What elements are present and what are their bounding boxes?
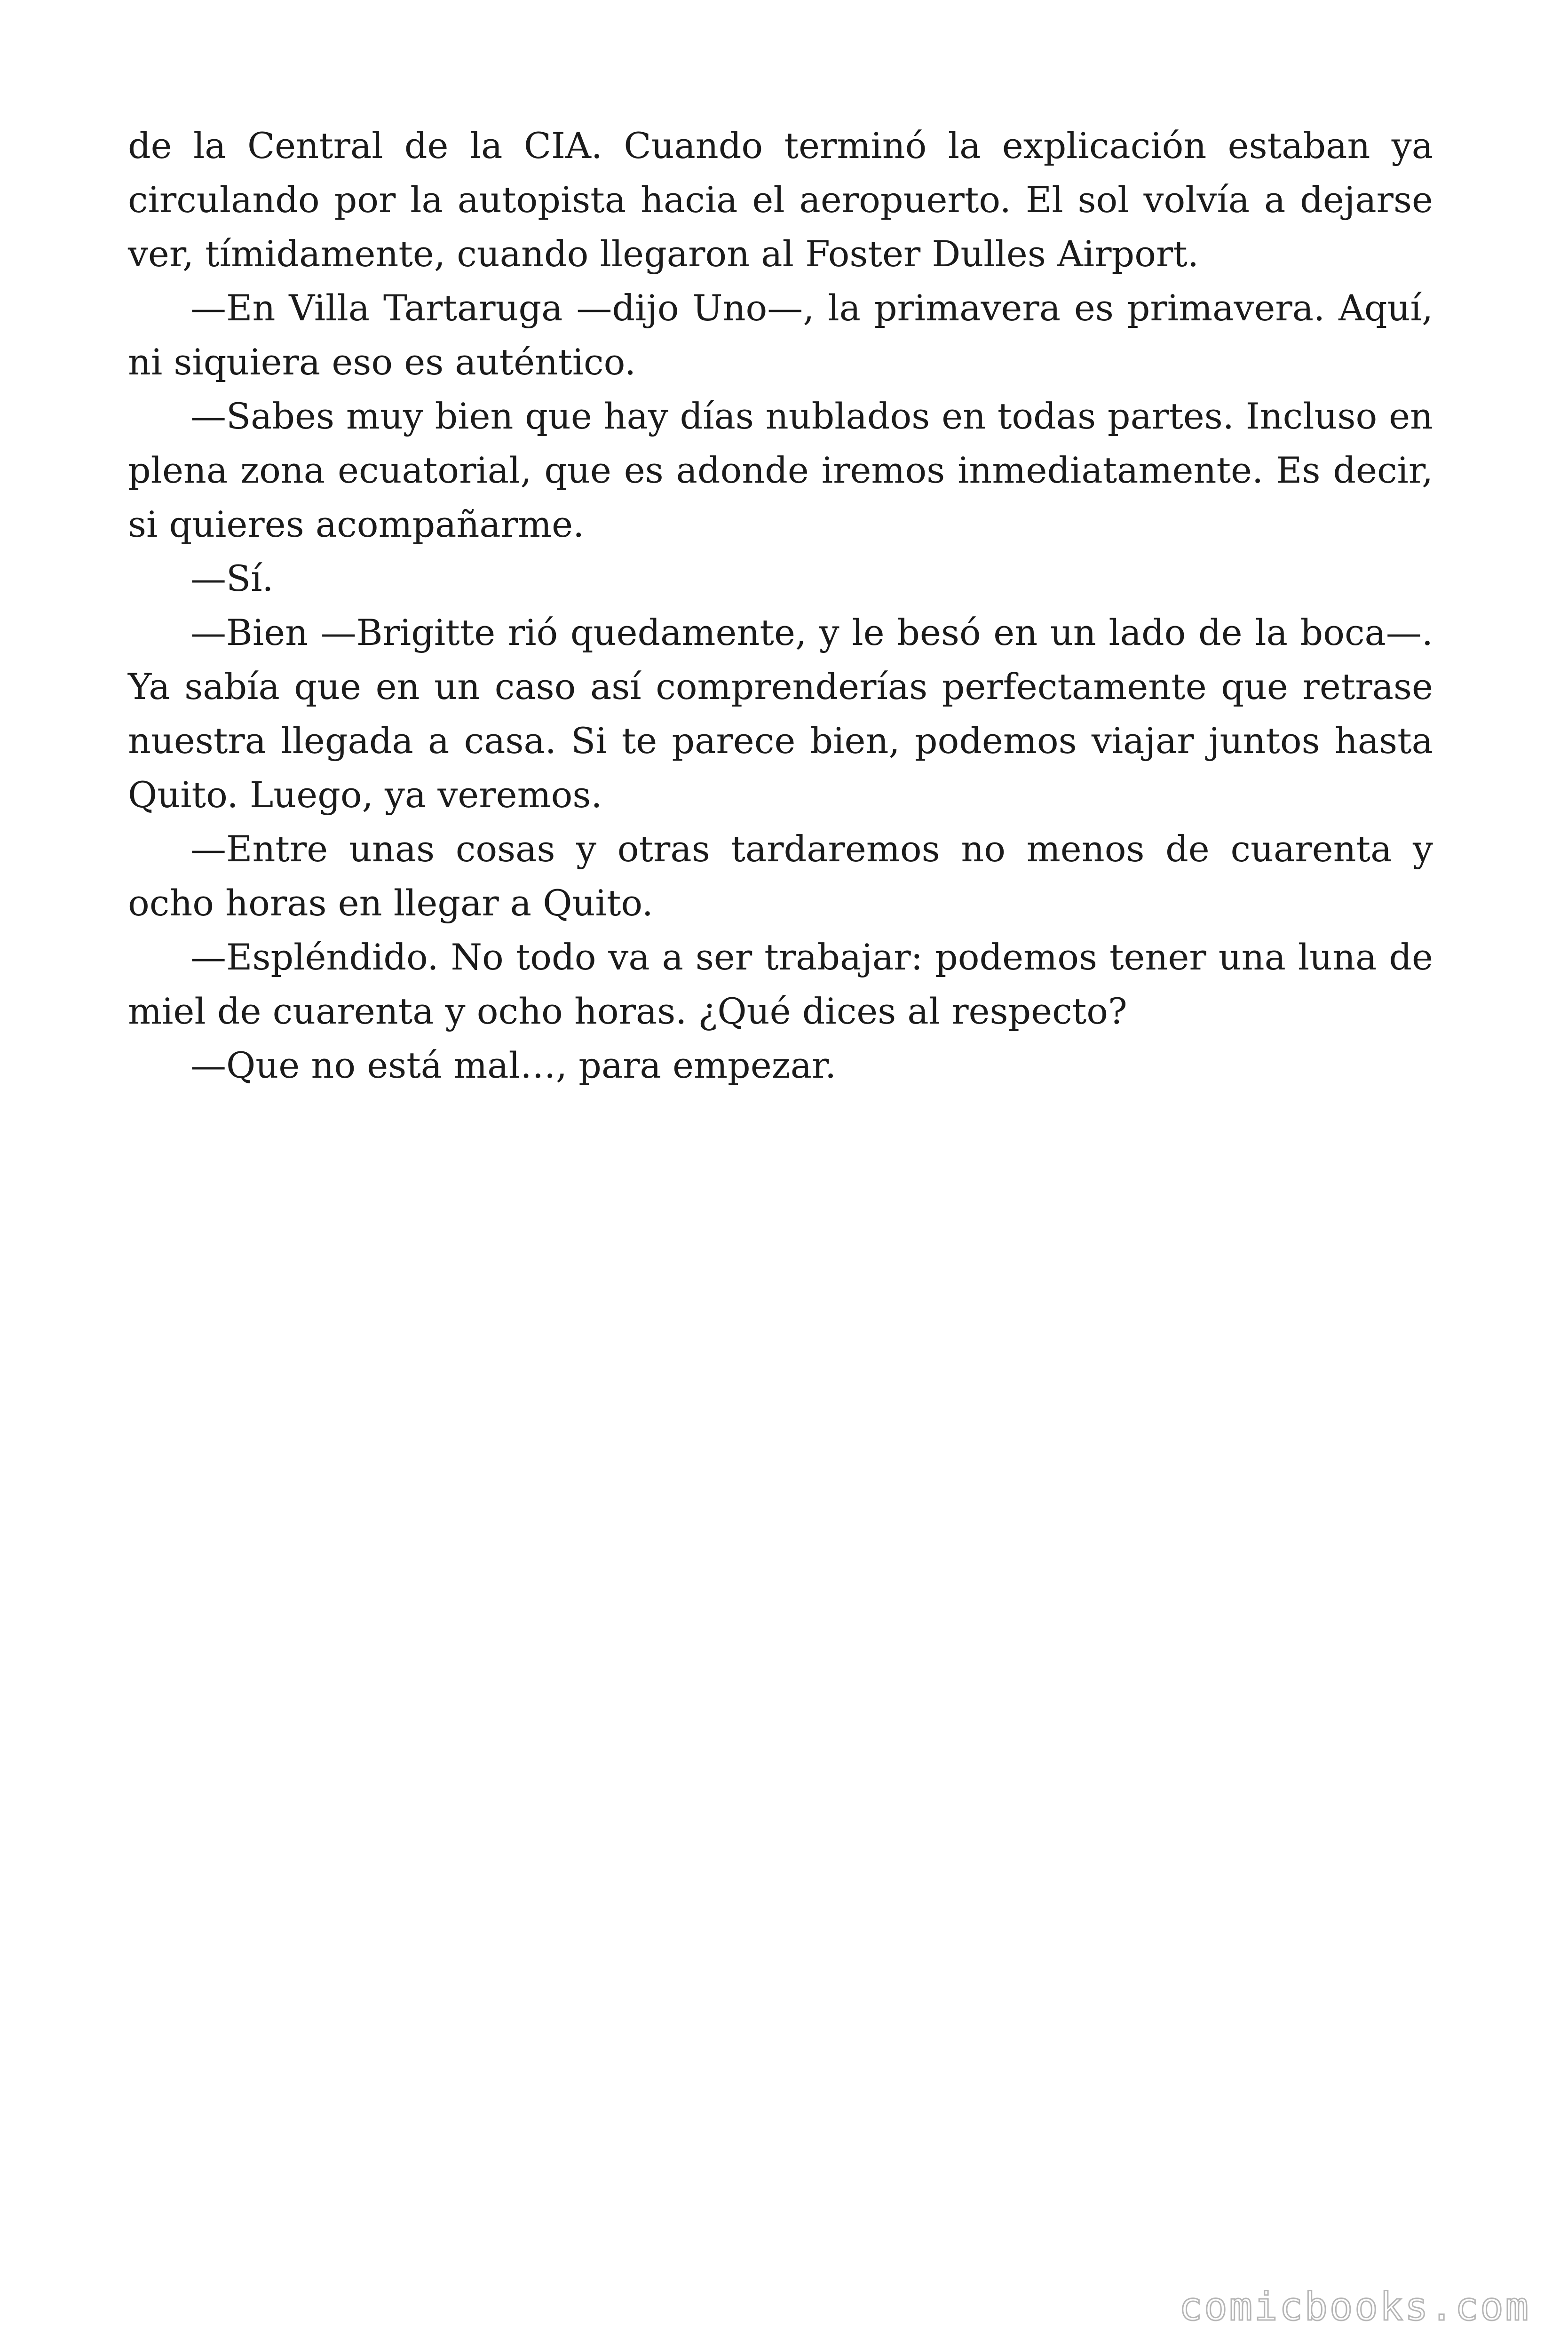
dialogue-paragraph: —En Villa Tartaruga —dijo Uno—, la primavera es primavera. Aquí, ni siquiera eso es auténtico.: [128, 287, 1433, 383]
dialogue-paragraph: —Que no está mal…, para empezar.: [190, 1044, 837, 1086]
body-text: [128, 119, 1433, 1092]
watermark-logo: comicbooks.com: [1179, 2285, 1530, 2329]
dialogue-paragraph: —Entre unas cosas y otras tardaremos no menos de cuarenta y ocho horas en llegar a Quito.: [128, 828, 1433, 924]
paragraph-continuation: de la Central de la CIA. Cuando terminó la explicación estaban ya circulando por la autopista hacia el aeropuerto. El sol volvía a dejarse ver, tímidamente, cuando llegaron al Foster Dulles Airport.: [128, 125, 1433, 275]
dialogue-paragraph: —Sabes muy bien que hay días nublados en todas partes. Incluso en plena zona ecuatorial, que es adonde iremos inmediatamente. Es decir, si quieres acompañarme.: [128, 395, 1433, 545]
dialogue-paragraph: —Bien —Brigitte rió quedamente, y le besó en un lado de la boca—. Ya sabía que en un caso así comprenderías perfectamente que retrase nuestra llegada a casa. Si te parece bien, podemos viajar juntos hasta Quito. Luego, ya veremos.: [128, 612, 1433, 816]
dialogue-paragraph: —Espléndido. No todo va a ser trabajar: podemos tener una luna de miel de cuarenta y ocho horas. ¿Qué dices al respecto?: [128, 936, 1433, 1032]
dialogue-paragraph: —Sí.: [190, 557, 274, 599]
